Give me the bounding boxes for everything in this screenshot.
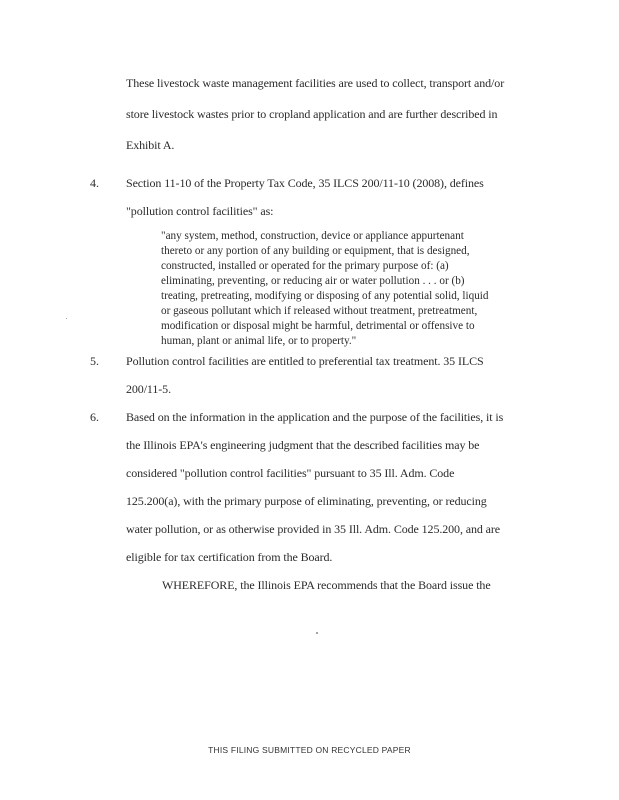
intro-line-2: store livestock wastes prior to cropland application and are further described in — [126, 107, 498, 121]
scan-speck — [316, 632, 318, 634]
paragraph-6-line-1: Based on the information in the application and the purpose of the facilities, it is — [126, 410, 504, 424]
quote-line-5: treating, pretreating, modifying or disposing of any potential solid, liquid — [161, 290, 489, 302]
paragraph-5-number: 5. — [90, 354, 99, 368]
quote-line-3: constructed, installed or operated for the primary purpose of: (a) — [161, 260, 449, 272]
quote-line-7: modification or disposal might be harmful, detrimental or offensive to — [161, 320, 475, 332]
paragraph-6-line-2: the Illinois EPA's engineering judgment that the described facilities may be — [126, 438, 480, 452]
quote-line-8: human, plant or animal life, or to property." — [161, 335, 357, 347]
quote-line-4: eliminating, preventing, or reducing air or water pollution . . . or (b) — [161, 275, 465, 287]
paragraph-6-line-4: 125.200(a), with the primary purpose of eliminating, preventing, or reducing — [126, 494, 487, 508]
intro-line-1: These livestock waste management facilities are used to collect, transport and/or — [126, 76, 505, 90]
intro-line-3: Exhibit A. — [126, 138, 175, 152]
quote-line-6: or gaseous pollutant which if released without treatment, pretreatment, — [161, 305, 478, 317]
scan-speck — [66, 318, 67, 319]
paragraph-4-number: 4. — [90, 176, 99, 190]
paragraph-6-number: 6. — [90, 410, 99, 424]
recycled-paper-footer: THIS FILING SUBMITTED ON RECYCLED PAPER — [208, 745, 411, 755]
paragraph-5-line-2: 200/11-5. — [126, 382, 171, 396]
paragraph-5-line-1: Pollution control facilities are entitled to preferential tax treatment. 35 ILCS — [126, 354, 484, 368]
quote-line-2: thereto or any portion of any building or equipment, that is designed, — [161, 245, 470, 257]
paragraph-4-line-2: "pollution control facilities" as: — [126, 204, 274, 218]
paragraph-6-line-5: water pollution, or as otherwise provided in 35 Ill. Adm. Code 125.200, and are — [126, 522, 501, 536]
paragraph-6-line-3: considered "pollution control facilities" pursuant to 35 Ill. Adm. Code — [126, 466, 455, 480]
paragraph-4-line-1: Section 11-10 of the Property Tax Code, 35 ILCS 200/11-10 (2008), defines — [126, 176, 484, 190]
paragraph-6-line-6: eligible for tax certification from the Board. — [126, 550, 333, 564]
quote-line-1: "any system, method, construction, device or appliance appurtenant — [161, 230, 464, 242]
wherefore-line: WHEREFORE, the Illinois EPA recommends that the Board issue the — [162, 578, 491, 592]
